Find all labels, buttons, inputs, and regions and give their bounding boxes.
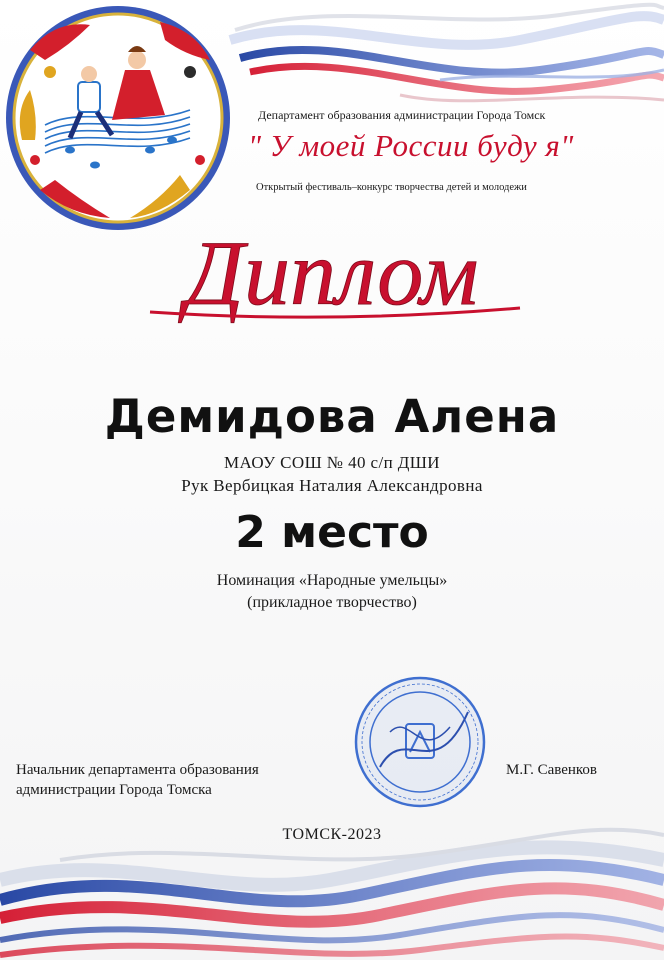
top-ribbons bbox=[230, 5, 664, 101]
recipient-school: МАОУ СОШ № 40 с/п ДШИ bbox=[224, 453, 440, 472]
festival-subtitle: Открытый фестиваль–конкурс творчества детей и молодежи bbox=[256, 182, 527, 193]
award-place: 2 место bbox=[235, 507, 429, 558]
recipient-name: Демидова Алена bbox=[104, 390, 560, 443]
diploma-title bbox=[0, 212, 664, 332]
signer-position-line2: администрации Города Томска bbox=[16, 782, 212, 798]
city-year: ТОМСК-2023 bbox=[282, 826, 382, 843]
award-nomination: Номинация «Народные умельцы» bbox=[216, 572, 448, 589]
department-name: Департамент образования администрации Города Томск bbox=[258, 108, 546, 122]
recipient-leader: Рук Вербицкая Наталия Александровна bbox=[181, 476, 483, 495]
bottom-ribbons bbox=[0, 830, 664, 955]
official-stamp bbox=[350, 672, 490, 812]
festival-title: " У моей России буду я" bbox=[248, 128, 574, 163]
award-category: (прикладное творчество) bbox=[247, 594, 417, 611]
signer-name: М.Г. Савенков bbox=[506, 762, 598, 778]
signer-position-line1: Начальник департамента образования bbox=[16, 762, 259, 778]
diploma-title-text: Диплом bbox=[185, 222, 479, 324]
